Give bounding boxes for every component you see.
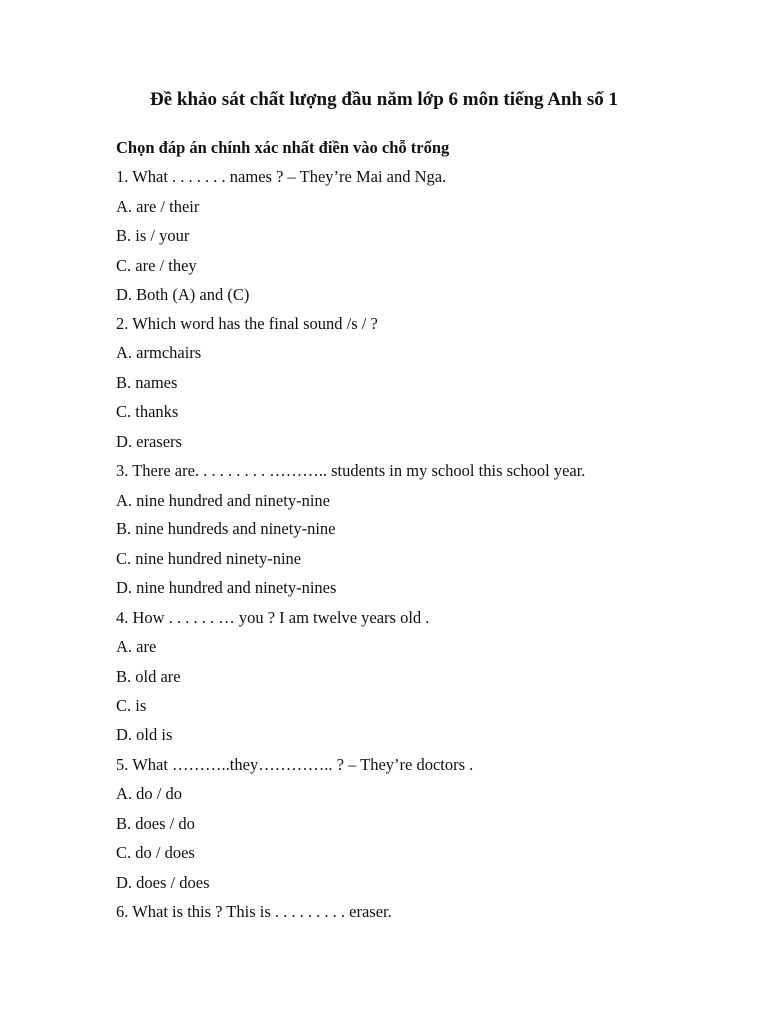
option-1b: B. is / your [116, 226, 190, 245]
question-5: 5. What ………..they………….. ? – They’re doctors . [116, 755, 474, 774]
question-4: 4. How . . . . . . … you ? I am twelve years old . [116, 608, 430, 627]
question-1: 1. What . . . . . . . names ? – They’re Mai and Nga. [116, 167, 447, 186]
option-1a: A. are / their [116, 197, 200, 216]
option-3b: B. nine hundreds and ninety-nine [116, 519, 336, 538]
option-5c: C. do / does [116, 843, 195, 862]
option-3a: A. nine hundred and ninety-nine [116, 491, 330, 510]
option-5d: D. does / does [116, 873, 210, 892]
option-3c: C. nine hundred ninety-nine [116, 549, 302, 568]
question-6: 6. What is this ? This is . . . . . . . . . eraser. [116, 902, 392, 921]
option-1c: C. are / they [116, 256, 197, 275]
option-5b: B. does / do [116, 814, 195, 833]
option-4d: D. old is [116, 725, 173, 744]
option-2d: D. erasers [116, 432, 182, 451]
page-title: Đề khảo sát chất lượng đầu năm lớp 6 môn tiếng Anh số 1 [150, 89, 618, 110]
question-3: 3. There are. . . . . . . . . ……….. students in my school this school year. [116, 461, 586, 480]
option-4b: B. old are [116, 667, 181, 686]
option-4c: C. is [116, 696, 147, 715]
question-2: 2. Which word has the final sound /s / ? [116, 314, 378, 333]
option-2b: B. names [116, 373, 178, 392]
option-2c: C. thanks [116, 402, 179, 421]
option-4a: A. are [116, 637, 157, 656]
option-3d: D. nine hundred and ninety-nines [116, 578, 337, 597]
option-5a: A. do / do [116, 784, 182, 803]
option-1d: D. Both (A) and (C) [116, 285, 250, 304]
option-2a: A. armchairs [116, 343, 202, 362]
section-instruction: Chọn đáp án chính xác nhất điền vào chỗ trống [116, 138, 450, 157]
